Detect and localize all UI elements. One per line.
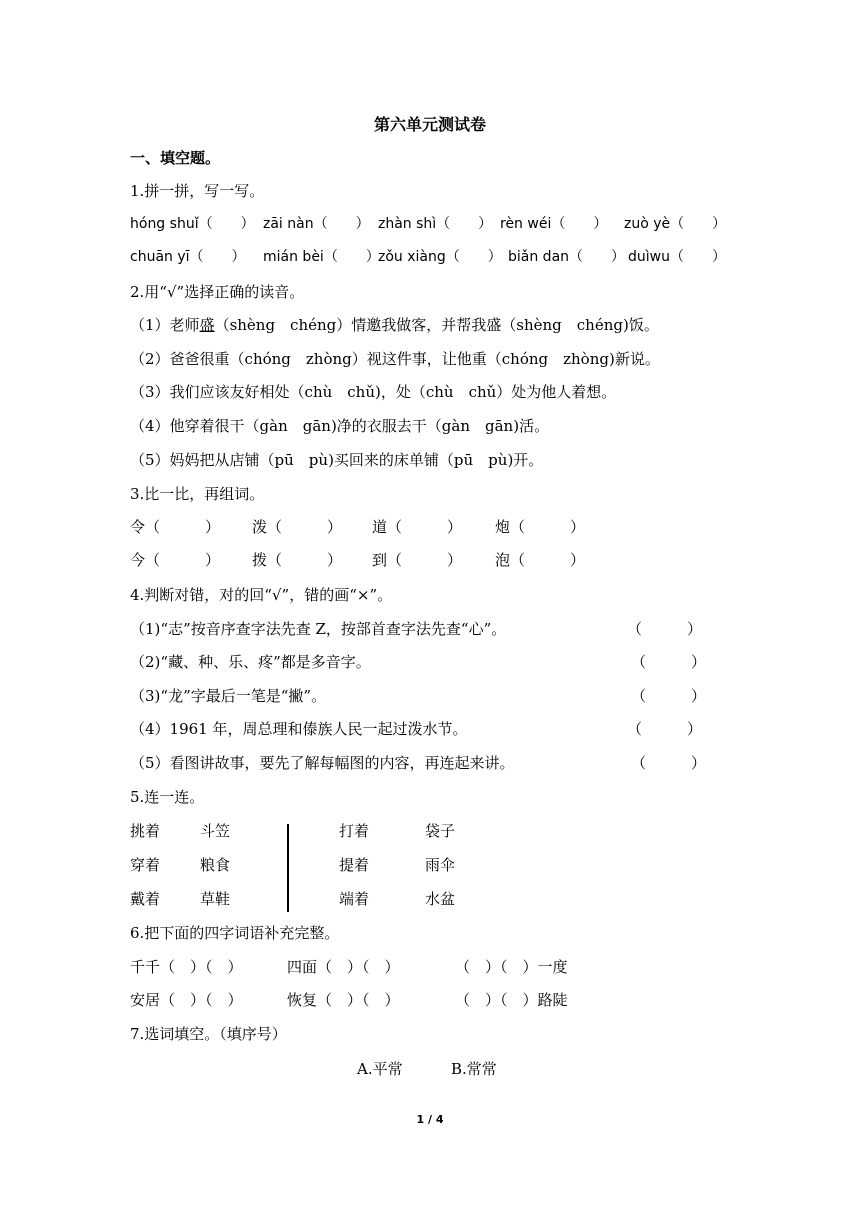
match-word: 斗笠	[200, 822, 231, 840]
match-word: 水盆	[425, 890, 456, 908]
compare-item: 今（ ）	[130, 551, 221, 569]
answer-bracket: （ ）	[631, 653, 707, 671]
pinyin-item: zǒu xiàng（ ）	[378, 249, 502, 265]
pinyin-item: zāi nàn（ ）	[263, 216, 370, 232]
idiom-item: 恢复（ ）（ ）	[287, 991, 400, 1009]
pinyin-item: mián bèi（ ）	[263, 249, 380, 265]
reading-item: （5）妈妈把从店铺（pū pù)买回来的床单铺（pū pù)开。	[130, 451, 544, 469]
match-word: 雨伞	[425, 856, 456, 874]
match-word: 草鞋	[200, 890, 231, 908]
judge-item: （2)“藏、种、乐、疼”都是多音字。	[130, 653, 371, 671]
underlined-char: 盛	[199, 316, 215, 334]
reading-item: （3）我们应该友好相处（chù chǔ)，处（chù chǔ）处为他人着想。	[130, 383, 617, 401]
match-word: 端着	[339, 890, 370, 908]
pinyin-item: zuò yè（ ）	[624, 216, 727, 232]
reading-item-text: （shèng chéng）情邀我做客，并帮我盛（shèng chéng)饭。	[214, 316, 659, 334]
compare-item: 拨（ ）	[252, 551, 343, 569]
match-word: 打着	[339, 822, 370, 840]
judge-item: （3)“龙”字最后一笔是“撇”。	[130, 687, 327, 705]
question-5-heading: 5.连一连。	[130, 788, 205, 806]
pinyin-item: biǎn dan（ ）	[508, 249, 626, 265]
answer-bracket: （ ）	[631, 687, 707, 705]
page-title: 第六单元测试卷	[373, 115, 486, 134]
idiom-item: 安居（ ）（ ）	[130, 991, 243, 1009]
compare-item: 令（ ）	[130, 518, 221, 536]
question-3-heading: 3.比一比，再组词。	[130, 485, 265, 503]
pinyin-item: duìwu（ ）	[628, 249, 726, 265]
compare-item: 道（ ）	[372, 518, 463, 536]
compare-item: 到（ ）	[372, 551, 463, 569]
question-4-heading: 4.判断对错，对的回“√”，错的画“×”。	[130, 586, 393, 604]
question-2-heading: 2.用“√”选择正确的读音。	[130, 283, 305, 301]
answer-bracket: （ ）	[627, 620, 703, 638]
compare-item: 泼（ ）	[252, 518, 343, 536]
section-heading: 一、填空题。	[130, 149, 221, 167]
idiom-item: 四面（ ）（ ）	[287, 958, 400, 976]
reading-item: （4）他穿着很干（gàn gān)净的衣服去干（gàn gān)活。	[130, 417, 550, 435]
answer-bracket: （ ）	[627, 720, 703, 738]
judge-item: （1)“志”按音序查字法先查 Z，按部首查字法先查“心”。	[130, 620, 507, 638]
question-7-heading: 7.选词填空。（填序号）	[130, 1025, 287, 1043]
question-6-heading: 6.把下面的四字词语补充完整。	[130, 924, 340, 942]
compare-item: 炮（ ）	[495, 518, 586, 536]
match-word: 穿着	[130, 856, 161, 874]
reading-item-text: （1）老师	[130, 316, 200, 334]
pinyin-item: rèn wéi（ ）	[500, 216, 608, 232]
idiom-item: （ ）（ ）路陡	[455, 991, 568, 1009]
match-word: 戴着	[130, 890, 161, 908]
compare-item: 泡（ ）	[495, 551, 586, 569]
column-divider	[287, 824, 289, 912]
judge-item: （5）看图讲故事，要先了解每幅图的内容，再连起来讲。	[130, 754, 515, 772]
page-number: 1 / 4	[416, 1113, 444, 1126]
match-word: 提着	[339, 856, 370, 874]
pinyin-item: zhàn shì（ ）	[378, 216, 493, 232]
match-word: 挑着	[130, 822, 161, 840]
match-word: 袋子	[425, 822, 456, 840]
pinyin-item: hóng shuǐ（ ）	[130, 216, 255, 232]
pinyin-item: chuān yī（ ）	[130, 249, 246, 265]
question-1-heading: 1.拼一拼，写一写。	[130, 182, 265, 200]
reading-item	[130, 314, 659, 336]
match-word: 粮食	[200, 856, 231, 874]
judge-item: （4）1961 年，周总理和傣族人民一起过泼水节。	[130, 720, 468, 738]
idiom-item: （ ）（ ）一度	[455, 958, 568, 976]
option-b: B.常常	[451, 1060, 497, 1078]
reading-item: （2）爸爸很重（chóng zhòng）视这件事，让他重（chóng zhòng)新说。	[130, 350, 660, 368]
option-a: A.平常	[357, 1060, 403, 1078]
idiom-item: 千千（ ）（ ）	[130, 958, 243, 976]
answer-bracket: （ ）	[631, 754, 707, 772]
